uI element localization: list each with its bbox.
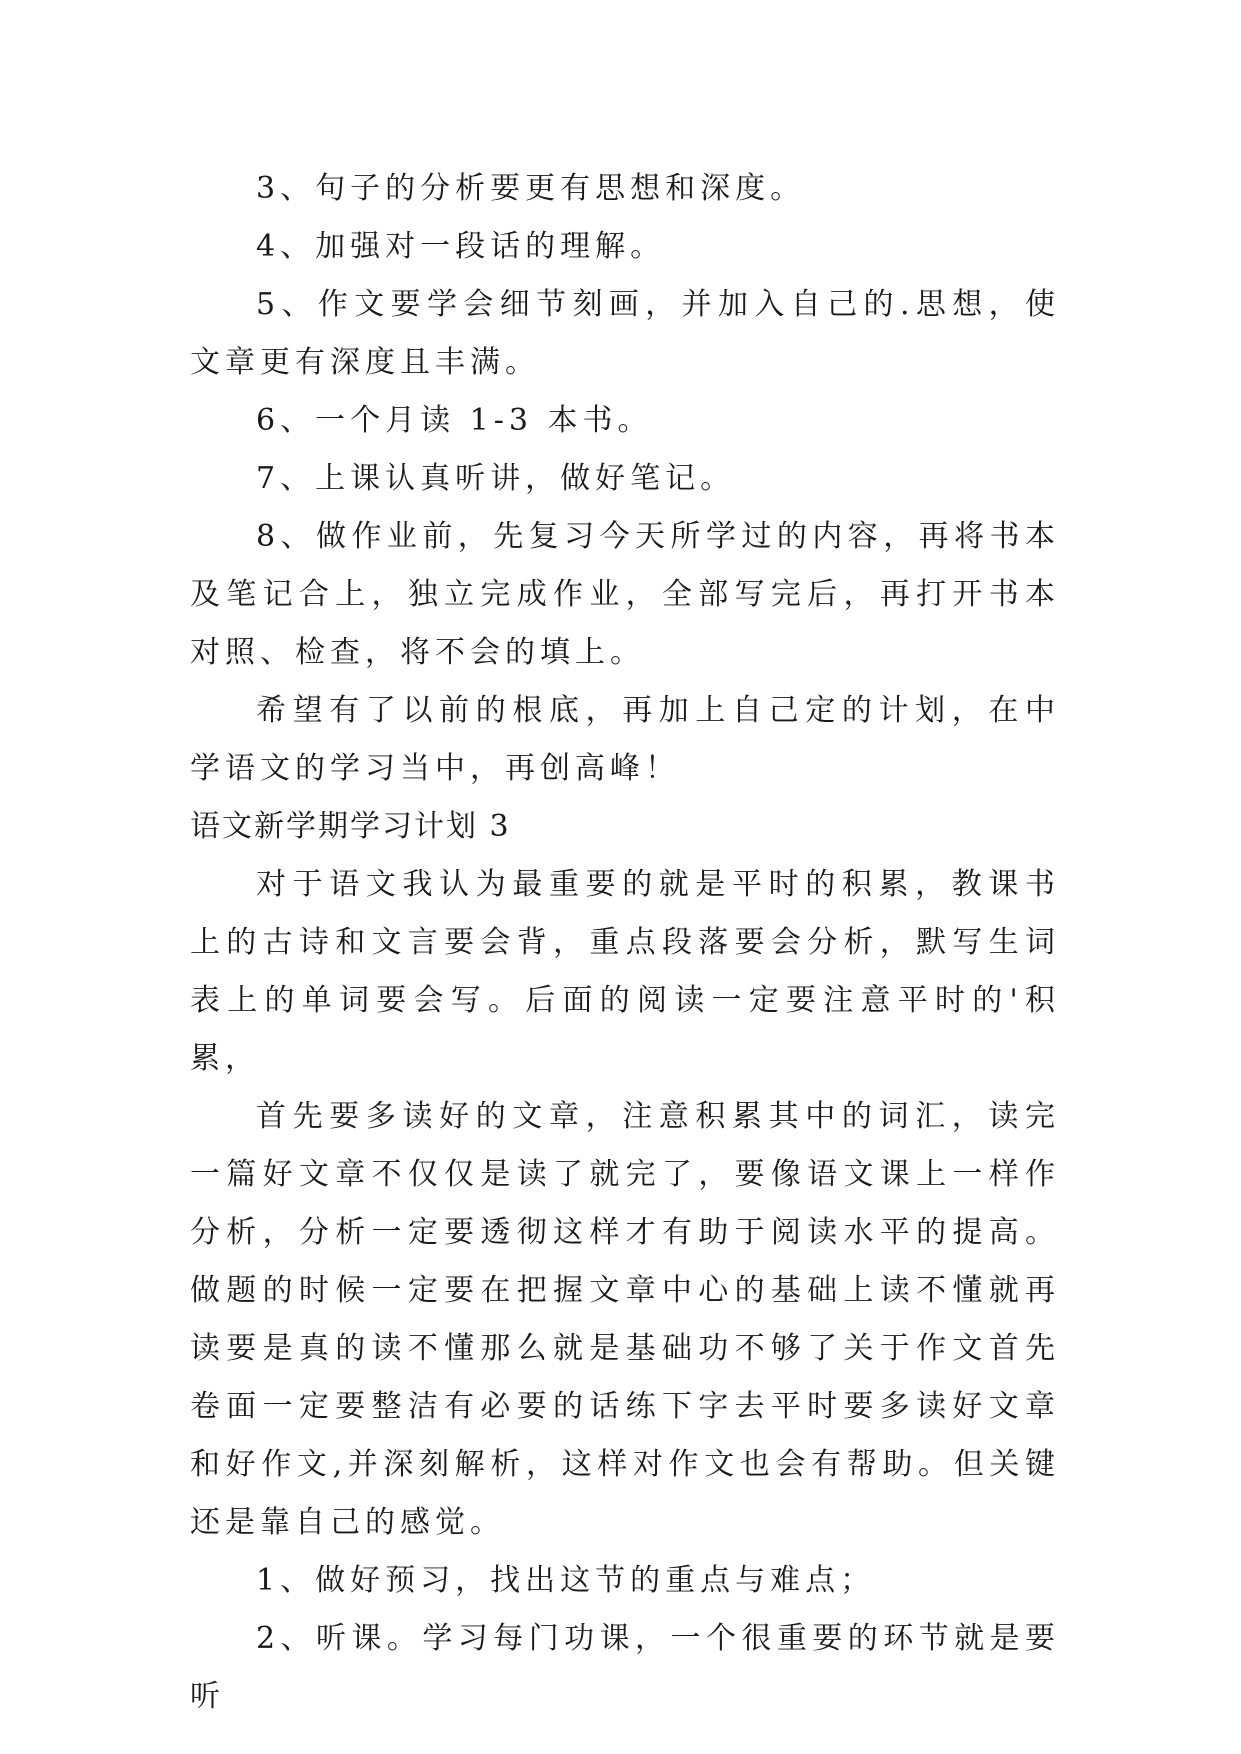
paragraph-item-3: 3、句子的分析要更有思想和深度。 (256, 171, 806, 206)
section-heading: 语文新学期学习计划 3 (190, 809, 511, 844)
paragraph-accumulation: 对于语文我认为最重要的就是平时的积累，教课书上的古诗和文言要会背，重点段落要会分析，默写生词表上的单词要会写。后面的阅读一定要注意平时的'积累， (190, 867, 1060, 1076)
paragraph-step-2: 2、听课。学习每门功课，一个很重要的环节就是要听 (190, 1621, 1060, 1714)
paragraph-step-1: 1、做好预习，找出这节的重点与难点； (256, 1563, 876, 1598)
paragraph-item-6: 6、一个月读 1-3 本书。 (256, 403, 653, 438)
paragraph-item-4: 4、加强对一段话的理解。 (256, 229, 666, 264)
paragraph-item-8: 8、做作业前，先复习今天所学过的内容，再将书本及笔记合上，独立完成作业，全部写完后，再打开书本对照、检查，将不会的填上。 (190, 519, 1060, 670)
paragraph-hope: 希望有了以前的根底，再加上自己定的计划，在中学语文的学习当中，再创高峰！ (190, 693, 1060, 786)
document-body (190, 160, 1060, 1726)
paragraph-reading: 首先要多读好的文章，注意积累其中的词汇，读完一篇好文章不仅仅是读了就完了，要像语文课上一样作分析，分析一定要透彻这样才有助于阅读水平的提高。做题的时候一定要在把握文章中心的基础上读不懂就再读要是真的读不懂那么就是基础功不够了关于作文首先卷面一定要整洁有必要的话练下字去平时要多读好文章和好作文,并深刻解析，这样对作文也会有帮助。但关键还是靠自己的感觉。 (190, 1099, 1060, 1540)
paragraph-item-5: 5、作文要学会细节刻画，并加入自己的.思想，使文章更有深度且丰满。 (190, 287, 1060, 380)
paragraph-item-7: 7、上课认真听讲，做好笔记。 (256, 461, 736, 496)
